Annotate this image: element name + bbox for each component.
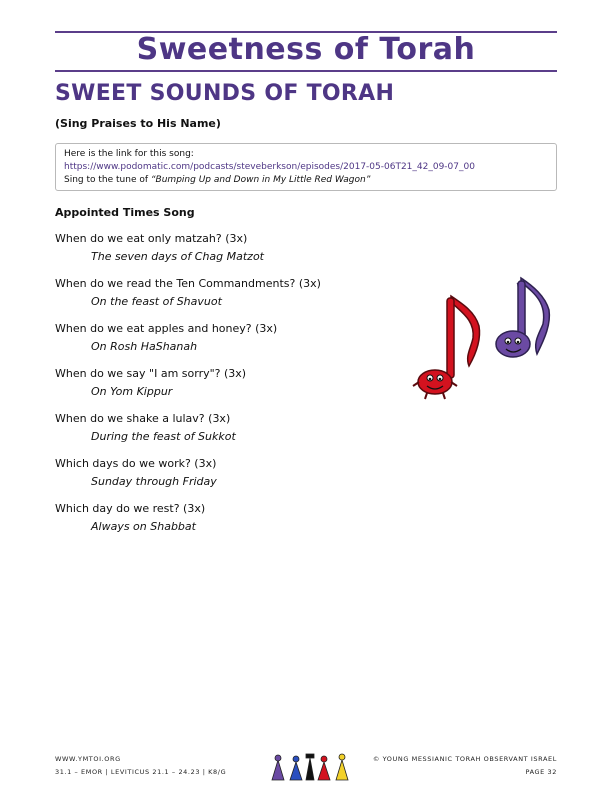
song-link-box xyxy=(55,143,557,191)
verse xyxy=(55,501,205,535)
verse-answer: During the feast of Sukkot xyxy=(91,430,236,443)
verse xyxy=(55,276,321,310)
verse-answer: On the feast of Shavuot xyxy=(91,295,222,308)
verse xyxy=(55,411,236,445)
verse-answer: Sunday through Friday xyxy=(91,475,217,488)
footer-copyright: © YOUNG MESSIANIC TORAH OBSERVANT ISRAEL xyxy=(372,755,557,763)
red-note-icon xyxy=(413,296,480,399)
verse xyxy=(55,456,217,490)
footer-page-number: PAGE 32 xyxy=(525,768,557,776)
music-notes-icon xyxy=(405,272,565,407)
verse-question: Which day do we rest? (3x) xyxy=(55,502,206,515)
song-link[interactable]: https://www.podomatic.com/podcasts/steveberkson/episodes/2017-05-06T21_42_09-07_00 xyxy=(64,162,475,172)
footer-reference: 31.1 – EMOR | LEVITICUS 21.1 – 24.23 | K8/G xyxy=(55,768,227,776)
verse-question: When do we read the Ten Commandments? (3x) xyxy=(55,277,321,290)
verse-answer: On Yom Kippur xyxy=(91,385,173,398)
link-intro: Here is the link for this song: xyxy=(64,149,194,159)
verse-question: When do we shake a lulav? (3x) xyxy=(55,412,231,425)
verse-question: When do we eat apples and honey? (3x) xyxy=(55,322,278,335)
song-title: Appointed Times Song xyxy=(55,206,195,219)
section-subtitle: (Sing Praises to His Name) xyxy=(55,117,221,130)
ymtoi-logo-icon xyxy=(268,752,352,782)
verse-question: Which days do we work? (3x) xyxy=(55,457,217,470)
tune-line xyxy=(64,174,548,187)
section-title: SWEET SOUNDS OF TORAH xyxy=(55,81,395,106)
verse-answer: Always on Shabbat xyxy=(91,520,196,533)
purple-note-icon xyxy=(496,278,549,357)
verse xyxy=(55,321,277,355)
tune-name: “Bumping Up and Down in My Little Red Wagon” xyxy=(150,175,371,185)
verse-answer: On Rosh HaShanah xyxy=(91,340,198,353)
tune-prefix: Sing to the tune of xyxy=(64,175,151,185)
page-title: Sweetness of Torah xyxy=(136,32,476,67)
verse-answer: The seven days of Chag Matzot xyxy=(91,250,264,263)
verse xyxy=(55,366,246,400)
verse-question: When do we say "I am sorry"? (3x) xyxy=(55,367,247,380)
verse xyxy=(55,231,264,265)
header-bottom-rule xyxy=(55,70,557,72)
footer-website: WWW.YMTOI.ORG xyxy=(55,755,121,763)
verse-question: When do we eat only matzah? (3x) xyxy=(55,232,248,245)
